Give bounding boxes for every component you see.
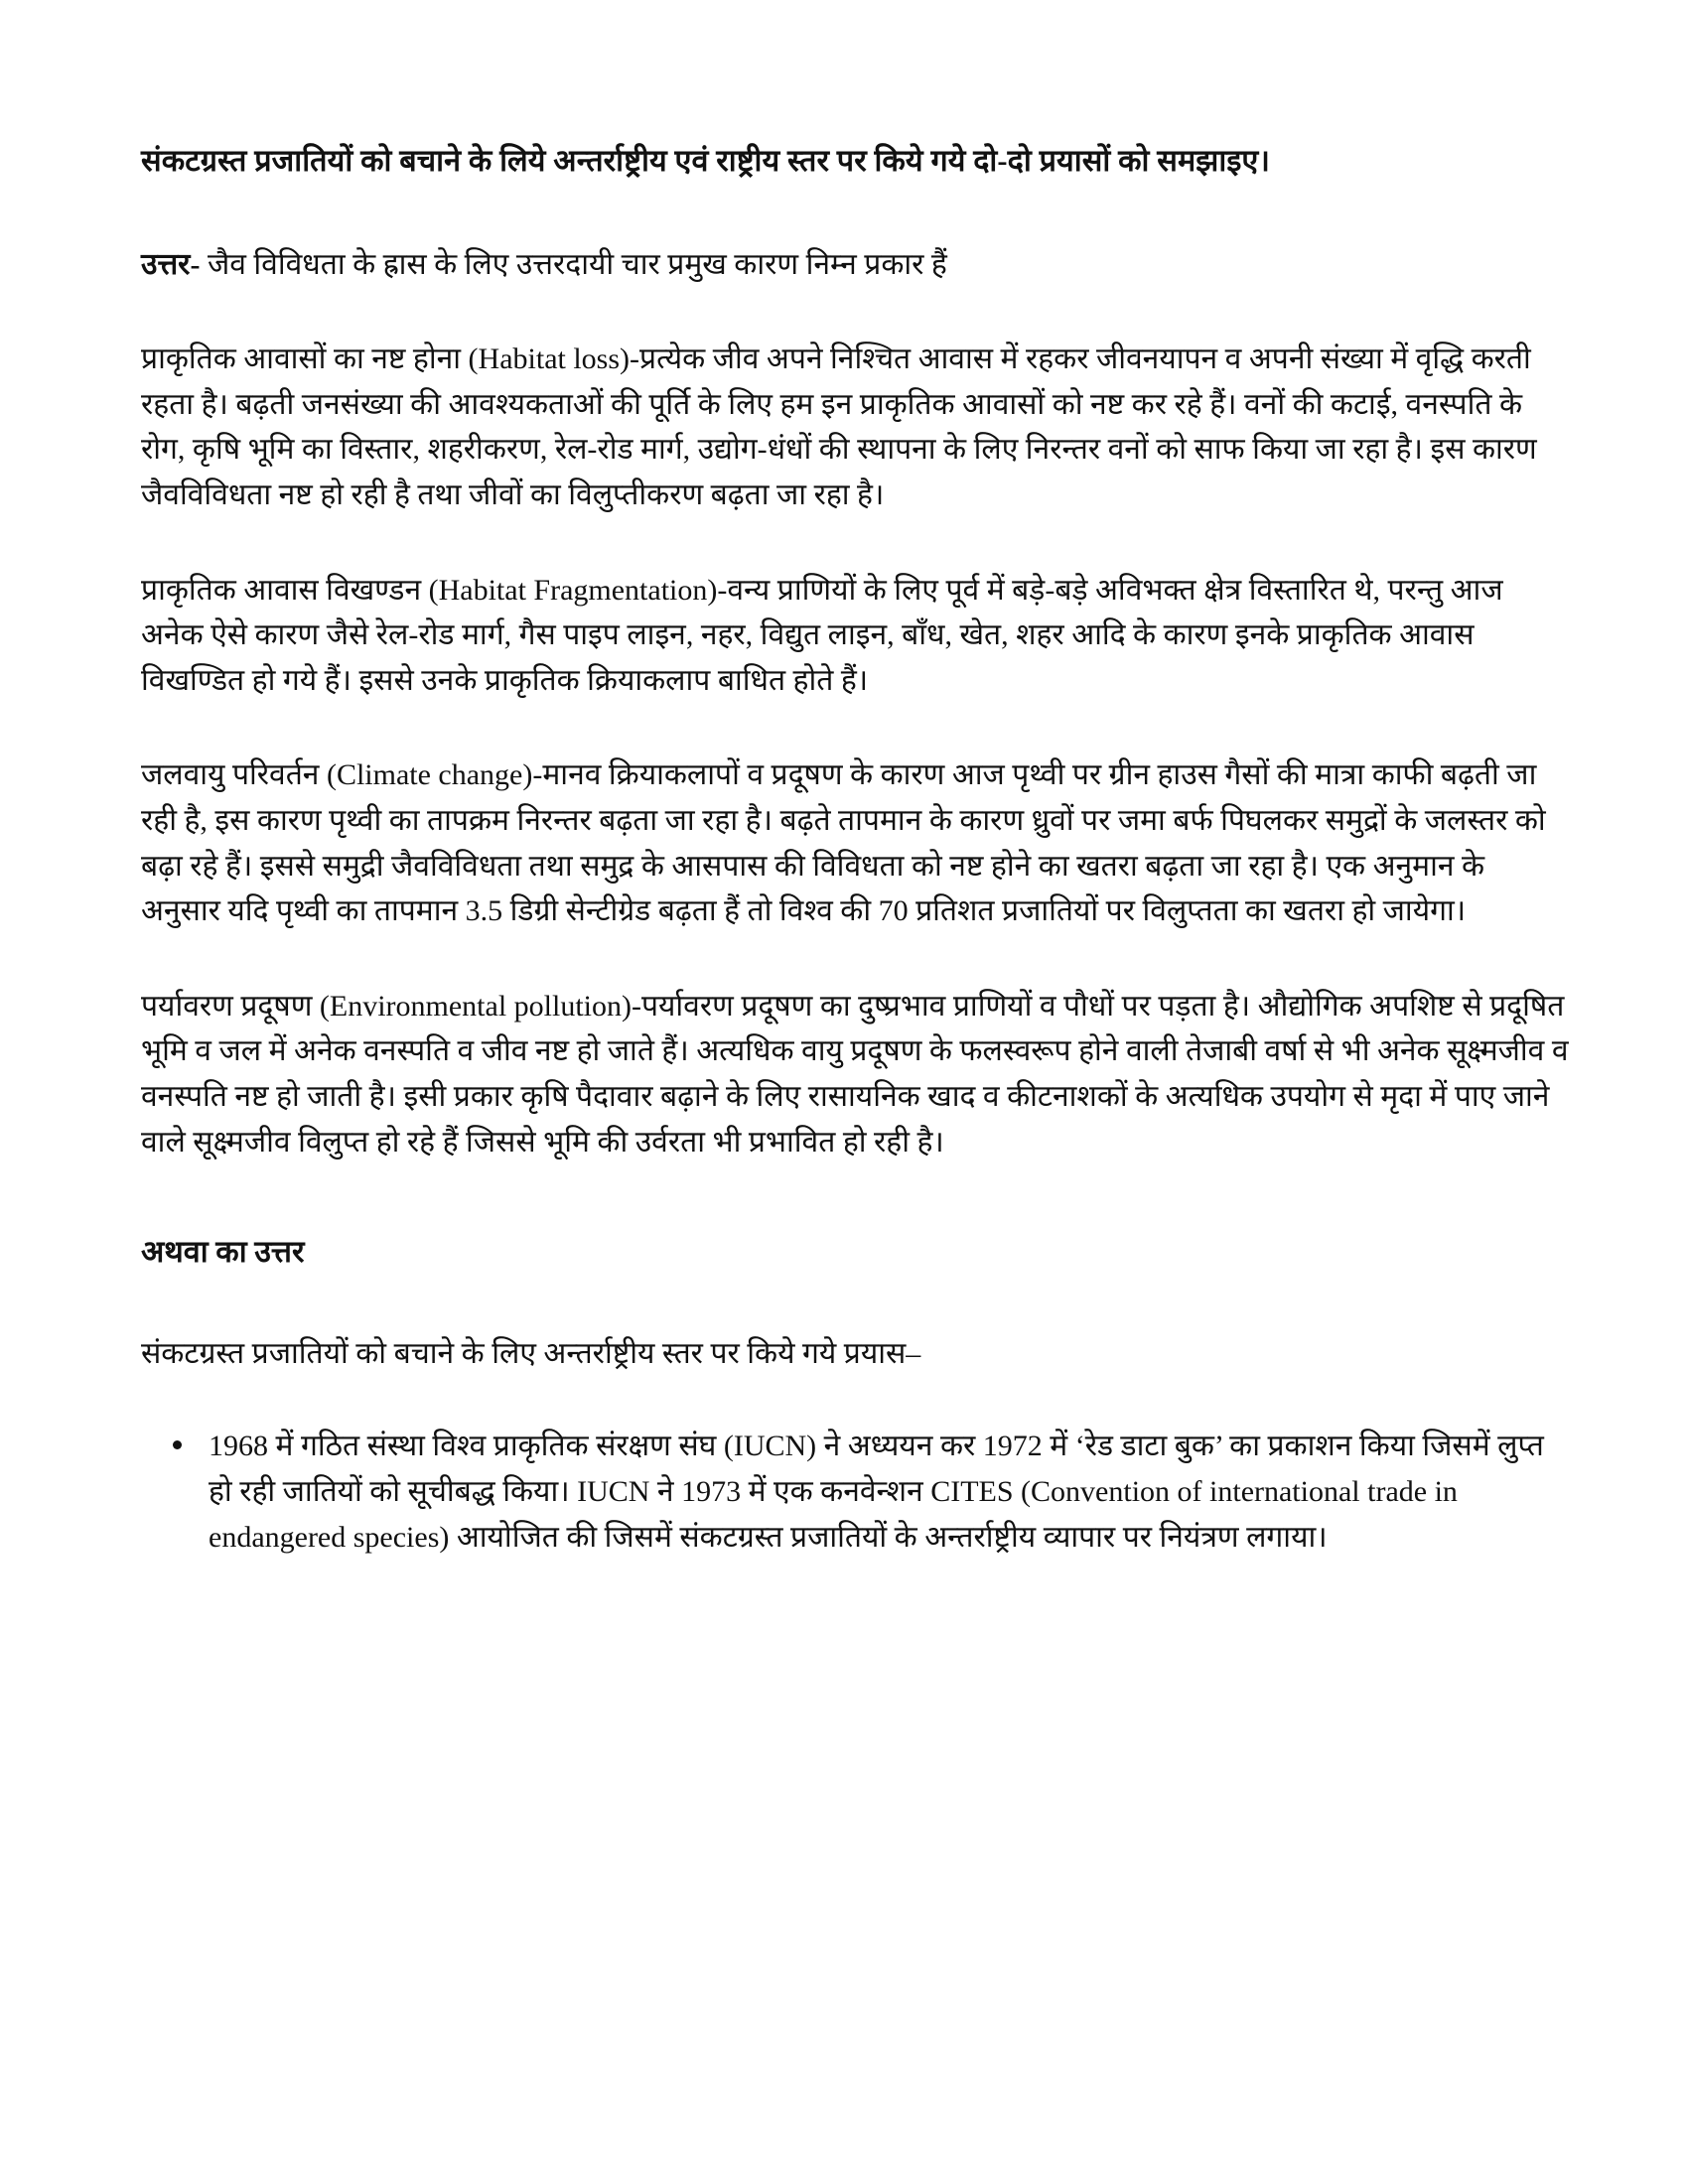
- paragraph-habitat-loss: प्राकृतिक आवासों का नष्ट होना (Habitat loss)-प्रत्येक जीव अपने निश्चित आवास में रहकर जीवनयापन व अपनी संख्या में वृद्धि करती रहता है। बढ़ती जनसंख्या की आवश्यकताओं की पूर्ति के लिए हम इन प्राकृतिक आवासों को नष्ट कर रहे हैं। वनों की कटाई, वनस्पति के रोग, कृषि भूमि का विस्तार, शहरीकरण, रेल-रोड मार्ग, उद्योग-धंधों की स्थापना के लिए निरन्तर वनों को साफ किया जा रहा है। इस कारण जैवविविधता नष्ट हो रही है तथा जीवों का विलुप्तीकरण बढ़ता जा रहा है।: [141, 342, 1537, 511]
- bullet-point-icon: [173, 1440, 182, 1449]
- list-item-text: 1968 में गठित संस्था विश्व प्राकृतिक संरक्षण संघ (IUCN) ने अध्ययन कर 1972 में ‘रेड डाटा बुक’ का प्रकाशन किया जिसमें लुप्त हो रही जातियों को सूचीबद्ध किया। IUCN ने 1973 में एक कनवेन्शन CITES (Convention of international trade in endangered species) आयोजित की जिसमें संकटग्रस्त प्रजातियों के अन्तर्राष्ट्रीय व्यापार पर नियंत्रण लगाया।: [209, 1430, 1544, 1554]
- document-body: [141, 139, 1571, 1560]
- list-item: [141, 1424, 1571, 1560]
- answer-label: उत्तर-: [141, 248, 201, 282]
- alternative-answer-intro: संकटग्रस्त प्रजातियों को बचाने के लिए अन्तर्राष्ट्रीय स्तर पर किये गये प्रयास–: [141, 1337, 921, 1371]
- question-heading: संकटग्रस्त प्रजातियों को बचाने के लिये अन्तर्राष्ट्रीय एवं राष्ट्रीय स्तर पर किये गये दो-दो प्रयासों को समझाइए।: [141, 144, 1271, 178]
- answer-lead-paragraph: [141, 242, 1571, 287]
- paragraph-climate-change: जलवायु परिवर्तन (Climate change)-मानव क्रियाकलापों व प्रदूषण के कारण आज पृथ्वी पर ग्रीन हाउस गैसों की मात्रा काफी बढ़ती जा रही है, इस कारण पृथ्वी का तापक्रम निरन्तर बढ़ता जा रहा है। बढ़ते तापमान के कारण ध्रुवों पर जमा बर्फ पिघलकर समुद्रों के जलस्तर को बढ़ा रहे हैं। इससे समुद्री जैवविविधता तथा समुद्र के आसपास की विविधता को नष्ट होने का खतरा बढ़ता जा रहा है। एक अनुमान के अनुसार यदि पृथ्वी का तापमान 3.5 डिग्री सेन्टीग्रेड बढ़ता हैं तो विश्व की 70 प्रतिशत प्रजातियों पर विलुप्तता का खतरा हो जायेगा।: [141, 758, 1546, 928]
- international-efforts-list: [141, 1424, 1571, 1560]
- paragraph-environmental-pollution: पर्यावरण प्रदूषण (Environmental pollution)-पर्यावरण प्रदूषण का दुष्प्रभाव प्राणियों व पौधों पर पड़ता है। औद्योगिक अपशिष्ट से प्रदूषित भूमि व जल में अनेक वनस्पति व जीव नष्ट हो जाते हैं। अत्यधिक वायु प्रदूषण के फलस्वरूप होने वाली तेजाबी वर्षा से भी अनेक सूक्ष्मजीव व वनस्पति नष्ट हो जाती है। इसी प्रकार कृषि पैदावार बढ़ाने के लिए रासायनिक खाद व कीटनाशकों के अत्यधिक उपयोग से मृदा में पाए जाने वाले सूक्ष्मजीव विलुप्त हो रहे हैं जिससे भूमि की उर्वरता भी प्रभावित हो रही है।: [141, 989, 1569, 1159]
- answer-lead-text: जैव विविधता के ह्रास के लिए उत्तरदायी चार प्रमुख कारण निम्न प्रकार हैं: [200, 248, 947, 282]
- alternative-answer-heading: अथवा का उत्तर: [141, 1235, 305, 1270]
- paragraph-habitat-fragmentation: प्राकृतिक आवास विखण्डन (Habitat Fragmentation)-वन्य प्राणियों के लिए पूर्व में बड़े-बड़े अविभक्त क्षेत्र विस्तारित थे, परन्तु आज अनेक ऐसे कारण जैसे रेल-रोड मार्ग, गैस पाइप लाइन, नहर, विद्युत लाइन, बाँध, खेत, शहर आदि के कारण इनके प्राकृतिक आवास विखण्डित हो गये हैं। इससे उनके प्राकृतिक क्रियाकलाप बाधित होते हैं।: [141, 573, 1503, 697]
